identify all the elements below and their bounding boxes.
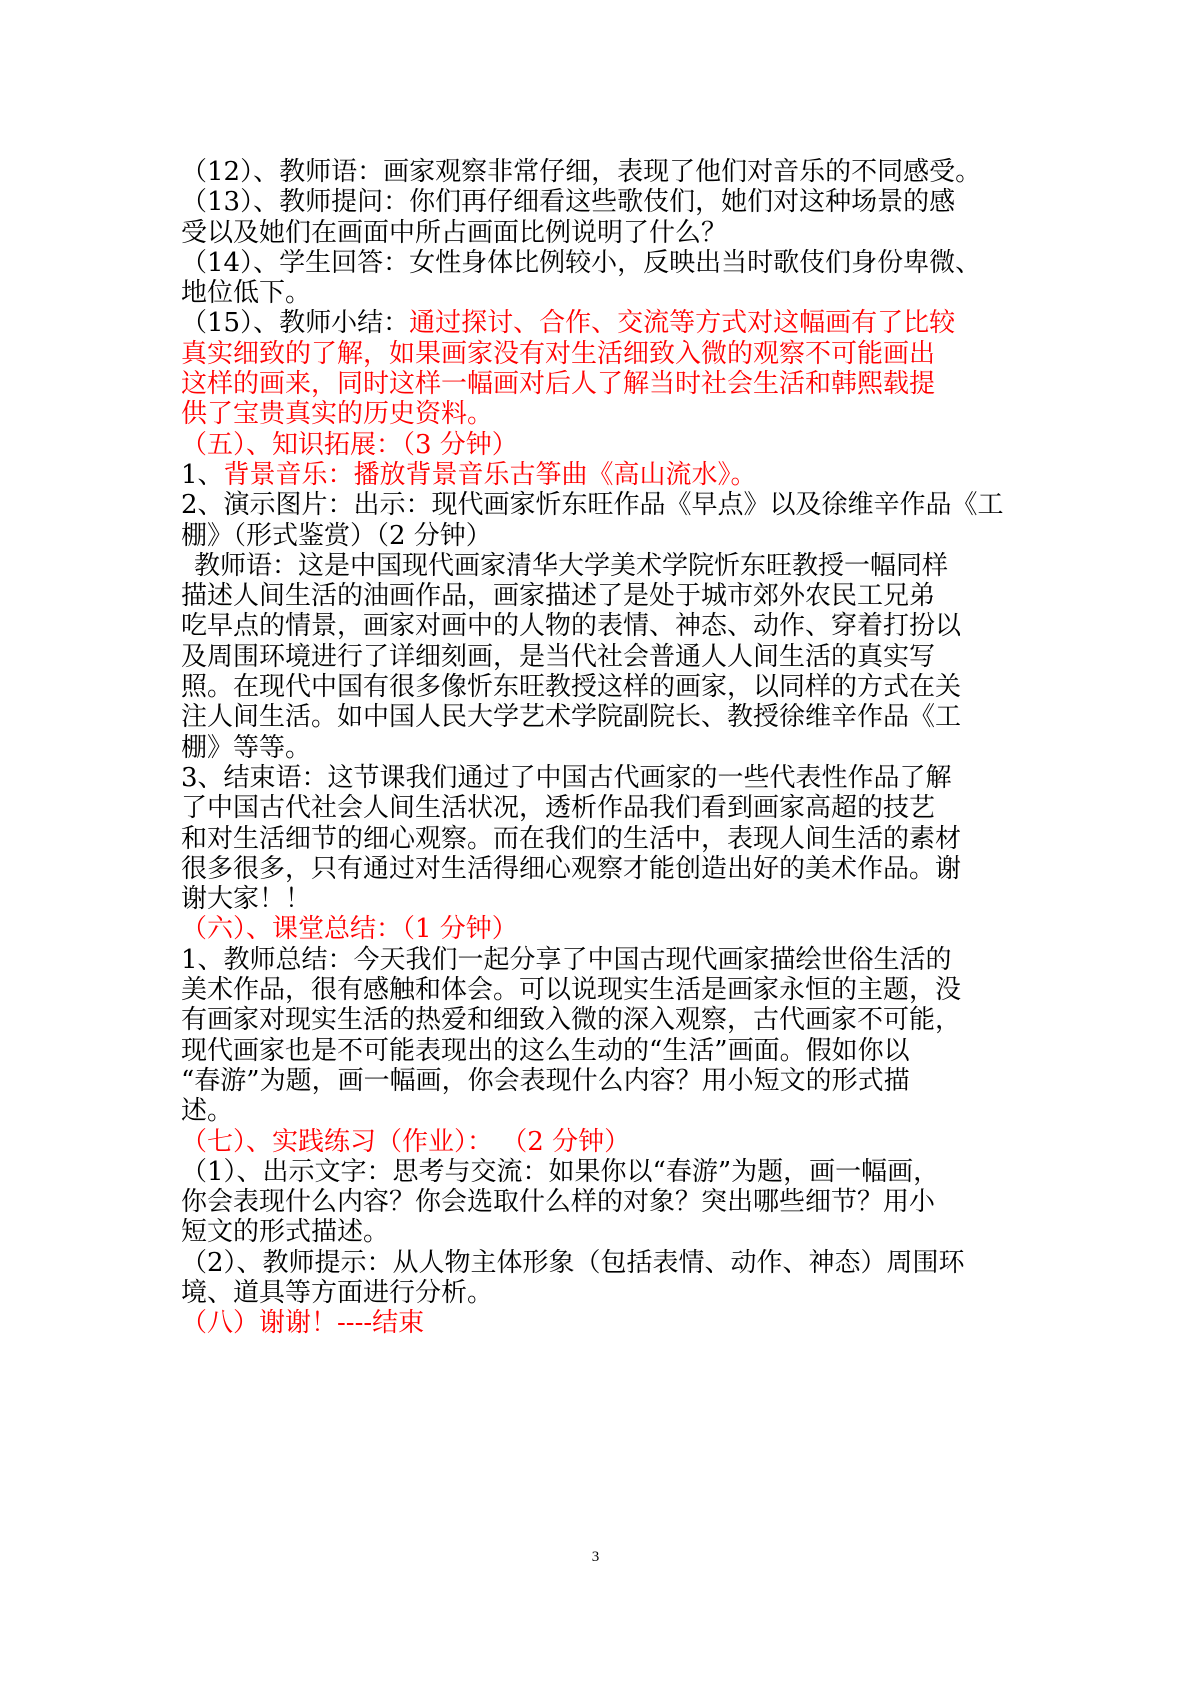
section-5-heading: （五）、知识拓展：（3 分钟） (181, 429, 518, 460)
item-3-line-5: 谢大家！！ (181, 884, 312, 915)
summary-line-5: “春游”为题，画一幅画，你会表现什么内容？用小短文的形式描 (181, 1065, 910, 1096)
teacher-words-line-1: 教师语：这是中国现代画家清华大学美术学院忻东旺教授一幅同样 (194, 550, 949, 581)
paragraph-12: （12）、教师语：画家观察非常仔细，表现了他们对音乐的不同感受。 (181, 157, 982, 187)
item-3-line-1: 3、结束语：这节课我们通过了中国古代画家的一些代表性作品了解 (181, 762, 952, 793)
practice-1-line-3: 短文的形式描述。 (181, 1217, 390, 1248)
summary-line-2: 美术作品，很有感触和体会。可以说现实生活是画家永恒的主题，没 (181, 975, 962, 1006)
item-3-line-2: 了中国古代社会人间生活状况，透析作品我们看到画家高超的技艺 (181, 793, 936, 824)
page-number: 3 (591, 1549, 600, 1565)
teacher-words-line-4: 及周围环境进行了详细刻画，是当代社会普通人人间生活的真实写 (181, 641, 936, 672)
section-6-heading: （六）、课堂总结：（1 分钟） (181, 914, 518, 945)
item-1 (181, 460, 1031, 490)
paragraph-15-line-4: 供了宝贵真实的历史资料。 (181, 399, 494, 430)
practice-2-line-1: （2）、教师提示：从人物主体形象（包括表情、动作、神态）周围环 (181, 1247, 965, 1278)
teacher-words-line-5: 照。在现代中国有很多像忻东旺教授这样的画家，以同样的方式在关 (181, 672, 962, 703)
practice-1-line-2: 你会表现什么内容？你会选取什么样的对象？突出哪些细节？用小 (181, 1187, 936, 1218)
section-7-heading: （七）、实践练习（作业）： （2 分钟） (181, 1126, 631, 1157)
paragraph-14-line-1: （14）、学生回答：女性身体比例较小，反映出当时歌伎们身份卑微、 (181, 247, 982, 278)
summary-line-4: 现代画家也是不可能表现出的这么生动的“生活”画面。假如你以 (181, 1035, 910, 1066)
paragraph-13-line-2: 受以及她们在画面中所占画面比例说明了什么？ (181, 217, 728, 248)
summary-line-3: 有画家对现实生活的热爱和细致入微的深入观察，古代画家不可能， (181, 1005, 962, 1036)
item-2-line-1: 2、演示图片：出示：现代画家忻东旺作品《早点》以及徐维辛作品《工 (181, 490, 1004, 521)
teacher-words-line-2: 描述人间生活的油画作品，画家描述了是处于城市郊外农民工兄弟 (181, 581, 936, 612)
paragraph-15-highlight: 通过探讨、合作、交流等方式对这幅画有了比较 (409, 308, 956, 339)
paragraph-13-line-1: （13）、教师提问：你们再仔细看这些歌伎们，她们对这种场景的感 (181, 187, 956, 218)
teacher-words-line-7: 棚》等等。 (181, 732, 312, 763)
practice-2-line-2: 境、道具等方面进行分析。 (181, 1277, 494, 1308)
summary-line-6: 述。 (181, 1096, 234, 1127)
item-3-line-3: 和对生活细节的细心观察。而在我们的生活中，表现人间生活的素材 (181, 823, 962, 854)
teacher-words-line-3: 吃早点的情景，画家对画中的人物的表情、神态、动作、穿着打扮以 (181, 611, 962, 642)
item-3-line-4: 很多很多，只有通过对生活得细心观察才能创造出好的美术作品。谢 (181, 853, 962, 884)
item-2-line-2: 棚》（形式鉴赏）（2 分钟） (181, 520, 492, 551)
paragraph-15-line-3: 这样的画来，同时这样一幅画对后人了解当时社会生活和韩熙载提 (181, 369, 936, 400)
section-8-heading: （八）谢谢！----结束 (181, 1308, 425, 1339)
practice-1-line-1: （1）、出示文字：思考与交流：如果你以“春游”为题，画一幅画， (181, 1156, 940, 1187)
paragraph-14-line-2: 地位低下。 (181, 278, 312, 309)
paragraph-15-line-1 (181, 308, 1031, 338)
item-1-highlight: 背景音乐：播放背景音乐古筝曲《高山流水》。 (223, 459, 757, 490)
item-1-prefix: 1、 (181, 459, 224, 490)
teacher-words-line-6: 注人间生活。如中国人民大学艺术学院副院长、教授徐维辛作品《工 (181, 702, 962, 733)
summary-line-1: 1、教师总结：今天我们一起分享了中国古现代画家描绘世俗生活的 (181, 944, 952, 975)
document-body (181, 157, 1031, 1339)
paragraph-15-prefix: （15）、教师小结： (181, 308, 410, 339)
paragraph-15-line-2: 真实细致的了解，如果画家没有对生活细致入微的观察不可能画出 (181, 338, 936, 369)
